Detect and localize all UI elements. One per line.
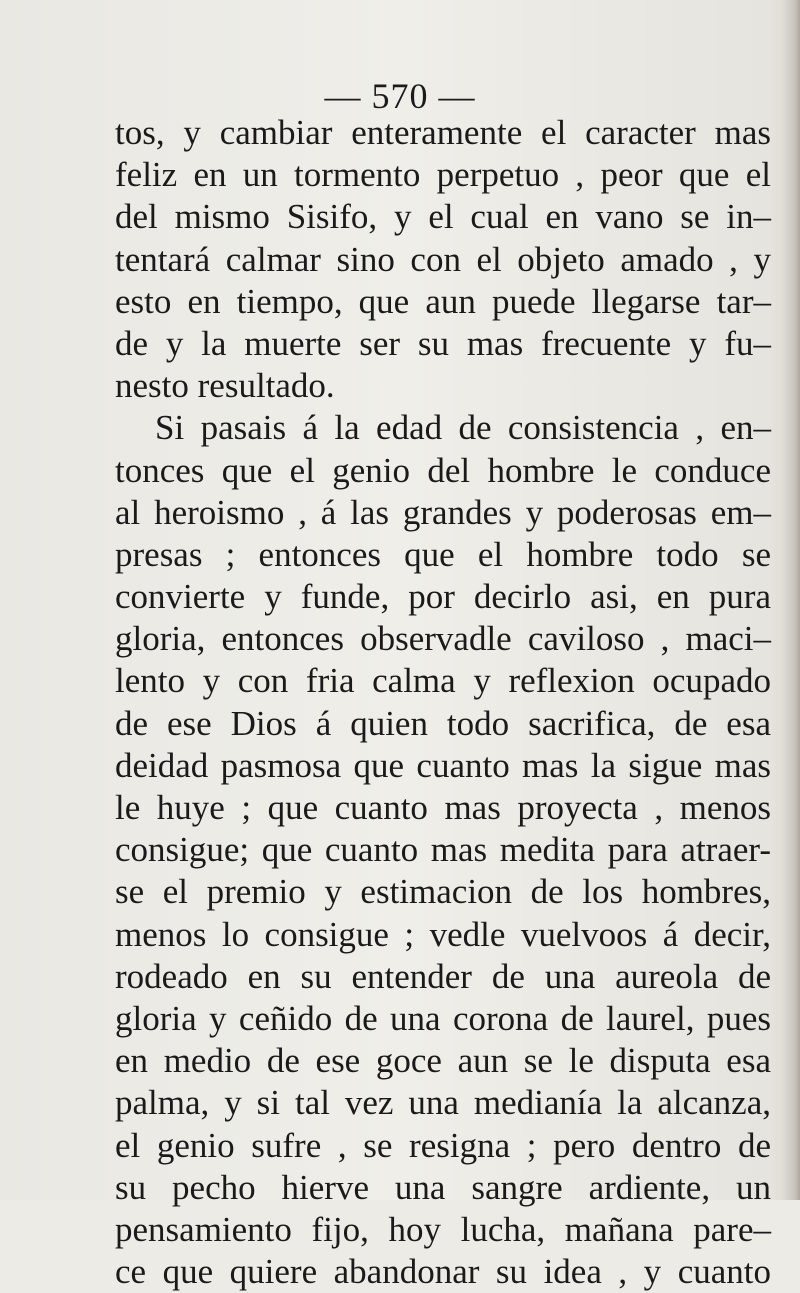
text-line: presas ; entonces que el hombre todo se — [115, 534, 771, 574]
text-line: ce que quiere abandonar su idea , y cuanto — [115, 1252, 771, 1292]
text-line: consigue; que cuanto mas medita para atraer- — [115, 830, 771, 870]
text-line: esto en tiempo, que aun puede llegarse tar– — [115, 281, 771, 321]
page-number: — 570 — — [324, 76, 476, 116]
text-line: al heroismo , á las grandes y poderosas em– — [115, 492, 771, 532]
text-line: pensamiento fijo, hoy lucha, mañana pare– — [115, 1209, 771, 1249]
text-line: del mismo Sisifo, y el cual en vano se in– — [115, 197, 771, 237]
text-line: tos, y cambiar enteramente el caracter mas — [115, 113, 771, 152]
text-line: le huye ; que cuanto mas proyecta , menos — [115, 788, 771, 827]
text-line: gloria, entonces observadle caviloso , maci– — [115, 619, 771, 659]
text-line: en medio de ese goce aun se le disputa esa — [115, 1041, 771, 1081]
paragraph-start-line: Si pasais á la edad de consistencia , en– — [155, 408, 771, 448]
text-line: convierte y funde, por decirlo asi, en pura — [115, 577, 771, 617]
text-line: deidad pasmosa que cuanto mas la sigue mas — [115, 745, 771, 785]
body-text — [115, 112, 771, 1293]
text-line: feliz en un tormento perpetuo , peor que el — [115, 155, 771, 195]
text-line: de ese Dios á quien todo sacrifica, de esa — [115, 703, 771, 743]
text-line: su pecho hierve una sangre ardiente, un — [115, 1167, 771, 1207]
text-line: tentará calmar sino con el objeto amado , y — [115, 239, 771, 279]
text-line: gloria y ceñido de una corona de laurel, pues — [115, 998, 771, 1038]
text-line: tonces que el genio del hombre le conduce — [115, 450, 771, 490]
text-line: lento y con fria calma y reflexion ocupado — [115, 661, 771, 701]
page-edge-shadow — [782, 0, 800, 1200]
text-line: menos lo consigue ; vedle vuelvoos á decir, — [115, 914, 771, 954]
text-line: el genio sufre , se resigna ; pero dentro de — [115, 1125, 771, 1165]
text-line: nesto resultado. — [115, 366, 335, 406]
text-line: se el premio y estimacion de los hombres, — [115, 872, 771, 912]
text-line: rodeado en su entender de una aureola de — [115, 956, 771, 996]
text-line: palma, y si tal vez una medianía la alcanza, — [115, 1083, 771, 1123]
text-line: de y la muerte ser su mas frecuente y fu– — [115, 323, 771, 363]
